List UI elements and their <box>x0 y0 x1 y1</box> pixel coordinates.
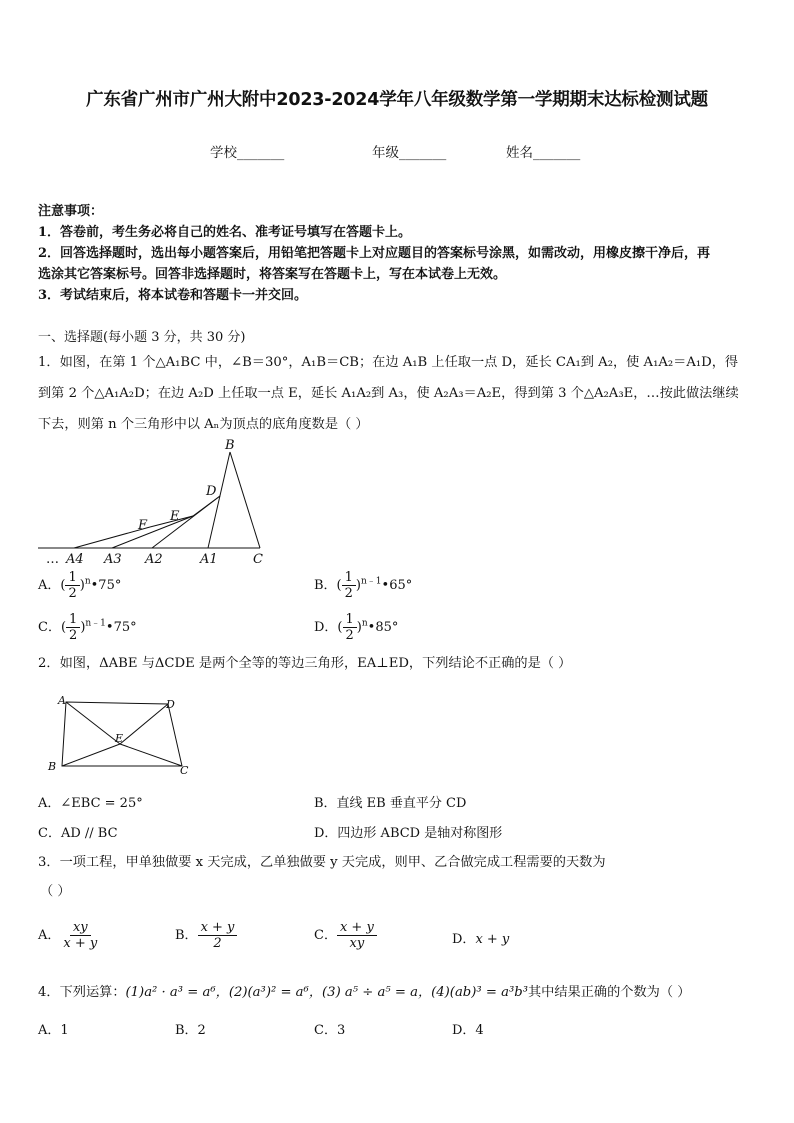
label-B: B <box>48 760 57 773</box>
notice-item-1: 1．答卷前，考生务必将自己的姓名、准考证号填写在答题卡上。 <box>38 225 412 240</box>
q1-option-c: C．( $\frac{1}{2}$ )$^{n﹣1}$•75° <box>38 612 137 643</box>
q1-line-3: 下去，则第 n 个三角形中以 Aₙ为顶点的底角度数是（ ） <box>38 417 369 432</box>
label-C: C <box>180 764 189 777</box>
segment-D-E <box>120 704 168 744</box>
q3-option-d: D．x + y <box>452 932 510 947</box>
q2-option-c: C．AD // BC <box>38 826 118 841</box>
school-field: 学校_______ <box>210 145 285 161</box>
label-E: E <box>170 509 180 524</box>
label-A3: A3 <box>104 552 122 567</box>
label-A4: A4 <box>66 552 84 567</box>
segment-B-C <box>230 452 260 548</box>
notice-item-2: 2．回答选择题时，选出每小题答案后，用铅笔把答题卡上对应题目的答案标号涂黑，如需改动，用橡皮擦干净后，再 <box>38 246 711 261</box>
fraction: $\frac{1}{2}$ <box>343 612 357 643</box>
q2-option-a: A．∠EBC = 25° <box>38 796 143 811</box>
q4-option-c: C．3 <box>314 1023 346 1038</box>
q3-stem-paren: （ ） <box>40 884 71 899</box>
q3-stem: 3．一项工程，甲单独做要 x 天完成，乙单独做要 y 天完成，则甲、乙合做完成工程需要的天数为 <box>38 855 606 870</box>
q1-option-a: A．( $\frac{1}{2}$ )$^n$•75° <box>38 570 122 601</box>
fraction: $\frac{x + y}{2}$ <box>198 920 238 951</box>
segment-C-E <box>120 744 182 766</box>
q1-line-1: 1．如图，在第 1 个△A₁BC 中，∠B＝30°，A₁B＝CB；在边 A₁B 上任取一点 D，延长 CA₁到 A₂，使 A₁A₂＝A₁D，得 <box>38 355 739 370</box>
label-D: D <box>206 484 217 499</box>
fraction: $\frac{x + y}{xy}$ <box>337 920 377 951</box>
fraction: $\frac{xy}{x + y}$ <box>63 920 98 951</box>
q4-option-a: A．1 <box>38 1023 69 1038</box>
label-F: F <box>138 518 148 533</box>
segment-A-E <box>66 702 120 744</box>
q2-stem: 2．如图，ΔABE 与ΔCDE 是两个全等的等边三角形，EA⊥ED，下列结论不正确的是（ ） <box>38 656 572 671</box>
fraction: $\frac{1}{2}$ <box>342 570 356 601</box>
fraction: $\frac{1}{2}$ <box>66 612 80 643</box>
section-heading: 一、选择题(每小题 3 分，共 30 分) <box>38 330 246 345</box>
q3-option-b: B． $\frac{x + y}{2}$ <box>175 920 237 951</box>
fraction: $\frac{1}{2}$ <box>65 570 79 601</box>
label-C: C <box>253 552 263 567</box>
q2-figure <box>44 692 194 780</box>
q1-line-2: 到第 2 个△A₁A₂D；在边 A₂D 上任取一点 E，延长 A₁A₂到 A₃，使 A₂A₃＝A₂E，得到第 3 个△A₂A₃E，…按此做法继续 <box>38 386 739 401</box>
q2-option-b: B．直线 EB 垂直平分 CD <box>314 796 467 811</box>
notice-item-3: 3．考试结束后，将本试卷和答题卡一并交回。 <box>38 288 308 303</box>
q1-figure <box>38 436 278 572</box>
page-title: 广东省广州市广州大附中2023-2024学年八年级数学第一学期期末达标检测试题 <box>86 90 708 110</box>
grade-field: 年级_______ <box>372 145 447 161</box>
label-E: E <box>115 732 124 745</box>
segment-E-A3 <box>112 516 193 548</box>
q4-option-d: D．4 <box>452 1023 484 1038</box>
q2-option-d: D．四边形 ABCD 是轴对称图形 <box>314 826 503 841</box>
label-D: D <box>166 698 175 711</box>
q3-option-c: C． $\frac{x + y}{xy}$ <box>314 920 377 951</box>
q1-option-b: B．( $\frac{1}{2}$ )$^{n﹣1}$•65° <box>314 570 413 601</box>
q4-option-b: B．2 <box>175 1023 206 1038</box>
q4-stem: 4．下列运算：(1)a² · a³ = a⁶，(2)(a³)² = a⁶，(3) a⁵ ÷ a⁵ = a，(4)(ab)³ = a³b³其中结果正确的个数为（ ） <box>38 985 691 1000</box>
notice-heading: 注意事项： <box>38 204 104 219</box>
label-A1: A1 <box>200 552 218 567</box>
q3-option-a: A． $\frac{xy}{x + y}$ <box>38 920 100 951</box>
label-B: B <box>225 438 235 453</box>
label-A2: A2 <box>145 552 163 567</box>
notice-item-2-cont: 选涂其它答案标号。回答非选择题时，将答案写在答题卡上，写在本试卷上无效。 <box>38 267 507 282</box>
label-A: A <box>58 694 66 707</box>
name-field: 姓名_______ <box>506 145 581 161</box>
label-dots: … <box>46 552 59 567</box>
q1-option-d: D．( $\frac{1}{2}$ )$^n$•85° <box>314 612 399 643</box>
segment-B-A1 <box>208 452 230 548</box>
segment-B-E <box>62 744 120 766</box>
